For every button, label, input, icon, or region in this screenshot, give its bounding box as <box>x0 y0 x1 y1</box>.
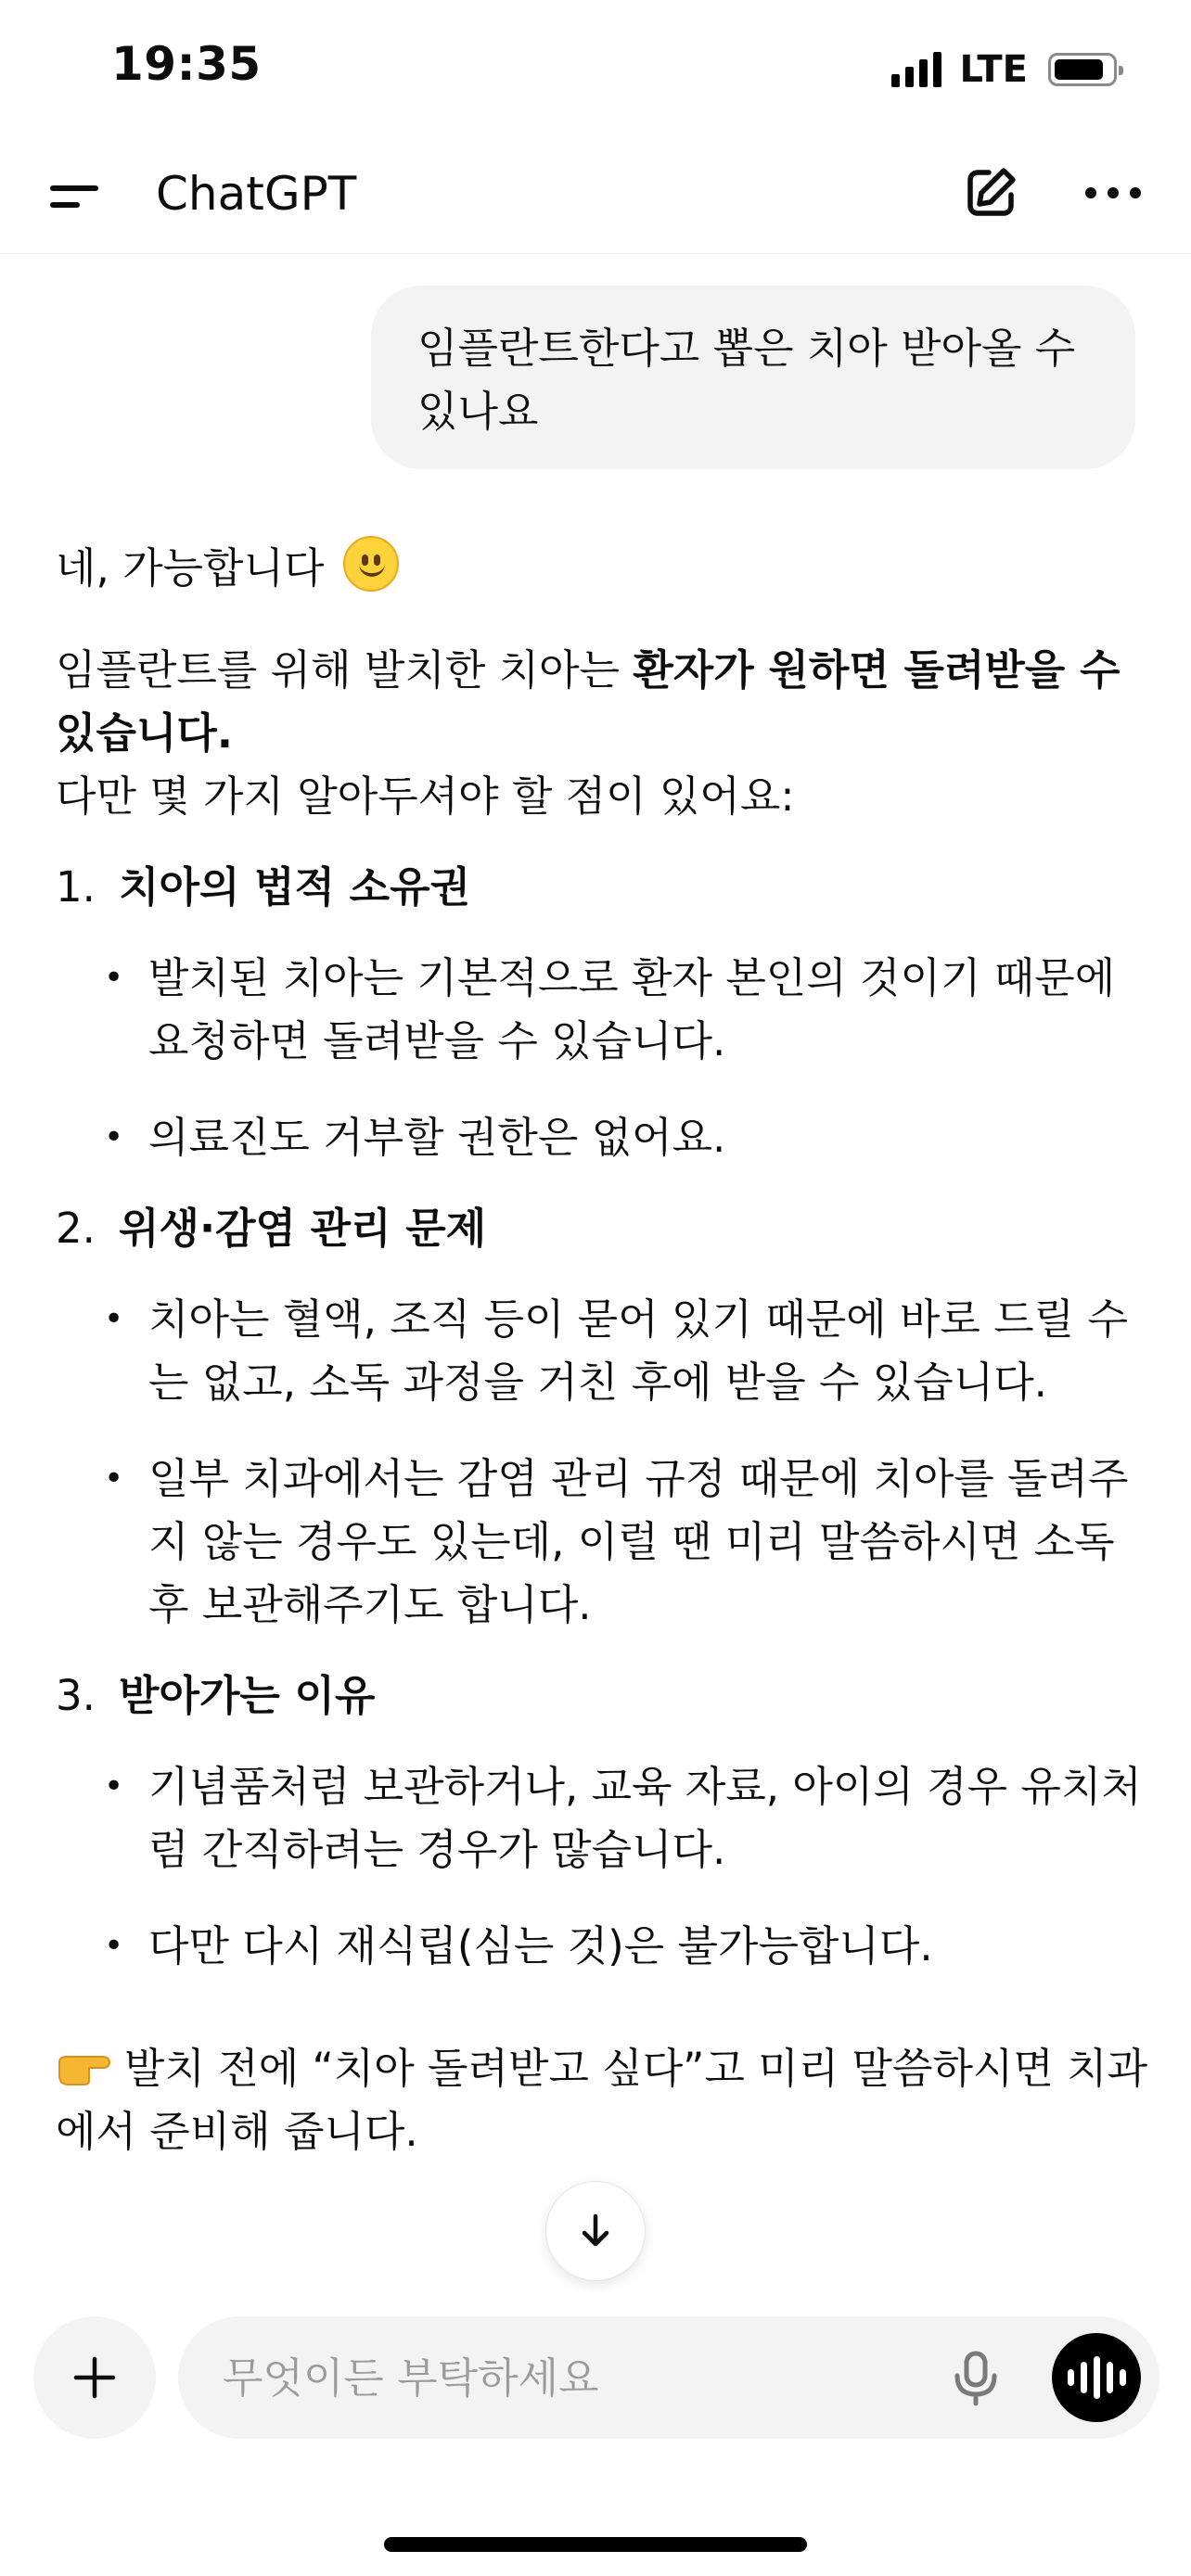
section-heading: 1. 치아의 법적 소유권 <box>56 862 471 912</box>
home-indicator <box>384 2537 807 2552</box>
arrow-down-icon <box>575 2211 616 2251</box>
user-message-bubble: 임플란트한다고 뽑은 치아 받아올 수 있나요 <box>371 286 1135 469</box>
mic-icon[interactable] <box>946 2348 1005 2407</box>
attach-button[interactable] <box>33 2316 156 2439</box>
scroll-down-button[interactable] <box>545 2181 646 2281</box>
composer-bar <box>178 2316 1159 2439</box>
smiling-face-emoji <box>343 536 399 592</box>
section-heading: 2. 위생·감염 관리 문제 <box>56 1204 487 1253</box>
more-icon[interactable] <box>1085 184 1141 202</box>
plus-icon <box>70 2353 119 2402</box>
assistant-intro: 네, 가능합니다 <box>56 536 1150 600</box>
section-heading: 3. 받아가는 이유 <box>56 1671 376 1720</box>
list-item: • 의료진도 거부할 권한은 없어요. <box>56 1106 1150 1169</box>
signal-icon <box>891 52 941 87</box>
voice-mode-button[interactable] <box>1052 2333 1141 2422</box>
status-bar <box>0 0 1191 139</box>
status-time: 19:35 <box>111 37 262 91</box>
new-chat-icon[interactable] <box>961 163 1020 223</box>
app-title: ChatGPT <box>156 167 357 221</box>
menu-icon[interactable] <box>50 174 106 219</box>
assistant-paragraph-note: 다만 몇 가지 알아두셔야 할 점이 있어요: <box>56 772 795 821</box>
status-indicators <box>891 46 1117 93</box>
assistant-closing: 발치 전에 “치아 돌려받고 싶다”고 미리 말씀하시면 치과에서 준비해 줍니다. <box>56 2044 1148 2156</box>
network-label: LTE <box>959 48 1028 91</box>
assistant-paragraph: 임플란트를 위해 발치한 치아는 환자가 원하면 돌려받을 수 있습니다. <box>56 645 1121 758</box>
battery-icon <box>1048 53 1117 86</box>
list-item: • 일부 치과에서는 감염 관리 규정 때문에 치아를 돌려주지 않는 경우도 있는데, 이럴 땐 미리 말씀하시면 소독 후 보관해주기도 합니다. <box>56 1447 1150 1637</box>
list-item: • 발치된 치아는 기본적으로 환자 본인의 것이기 때문에 요청하면 돌려받을 수 있습니다. <box>56 947 1150 1073</box>
top-bar <box>0 139 1191 254</box>
list-item: • 기념품처럼 보관하거나, 교육 자료, 아이의 경우 유치처럼 간직하려는 경우가 많습니다. <box>56 1755 1150 1881</box>
assistant-message <box>56 529 1150 2163</box>
message-input[interactable] <box>223 2344 928 2411</box>
list-item: • 치아는 혈액, 조직 등이 묻어 있기 때문에 바로 드릴 수는 없고, 소독 과정을 거친 후에 받을 수 있습니다. <box>56 1288 1150 1414</box>
emphasis-text: 환자가 원하면 돌려받을 수 있습니다. <box>56 645 1121 758</box>
list-item: • 다만 다시 재식립(심는 것)은 불가능합니다. <box>56 1915 1150 1978</box>
pointing-right-emoji <box>56 2049 115 2086</box>
